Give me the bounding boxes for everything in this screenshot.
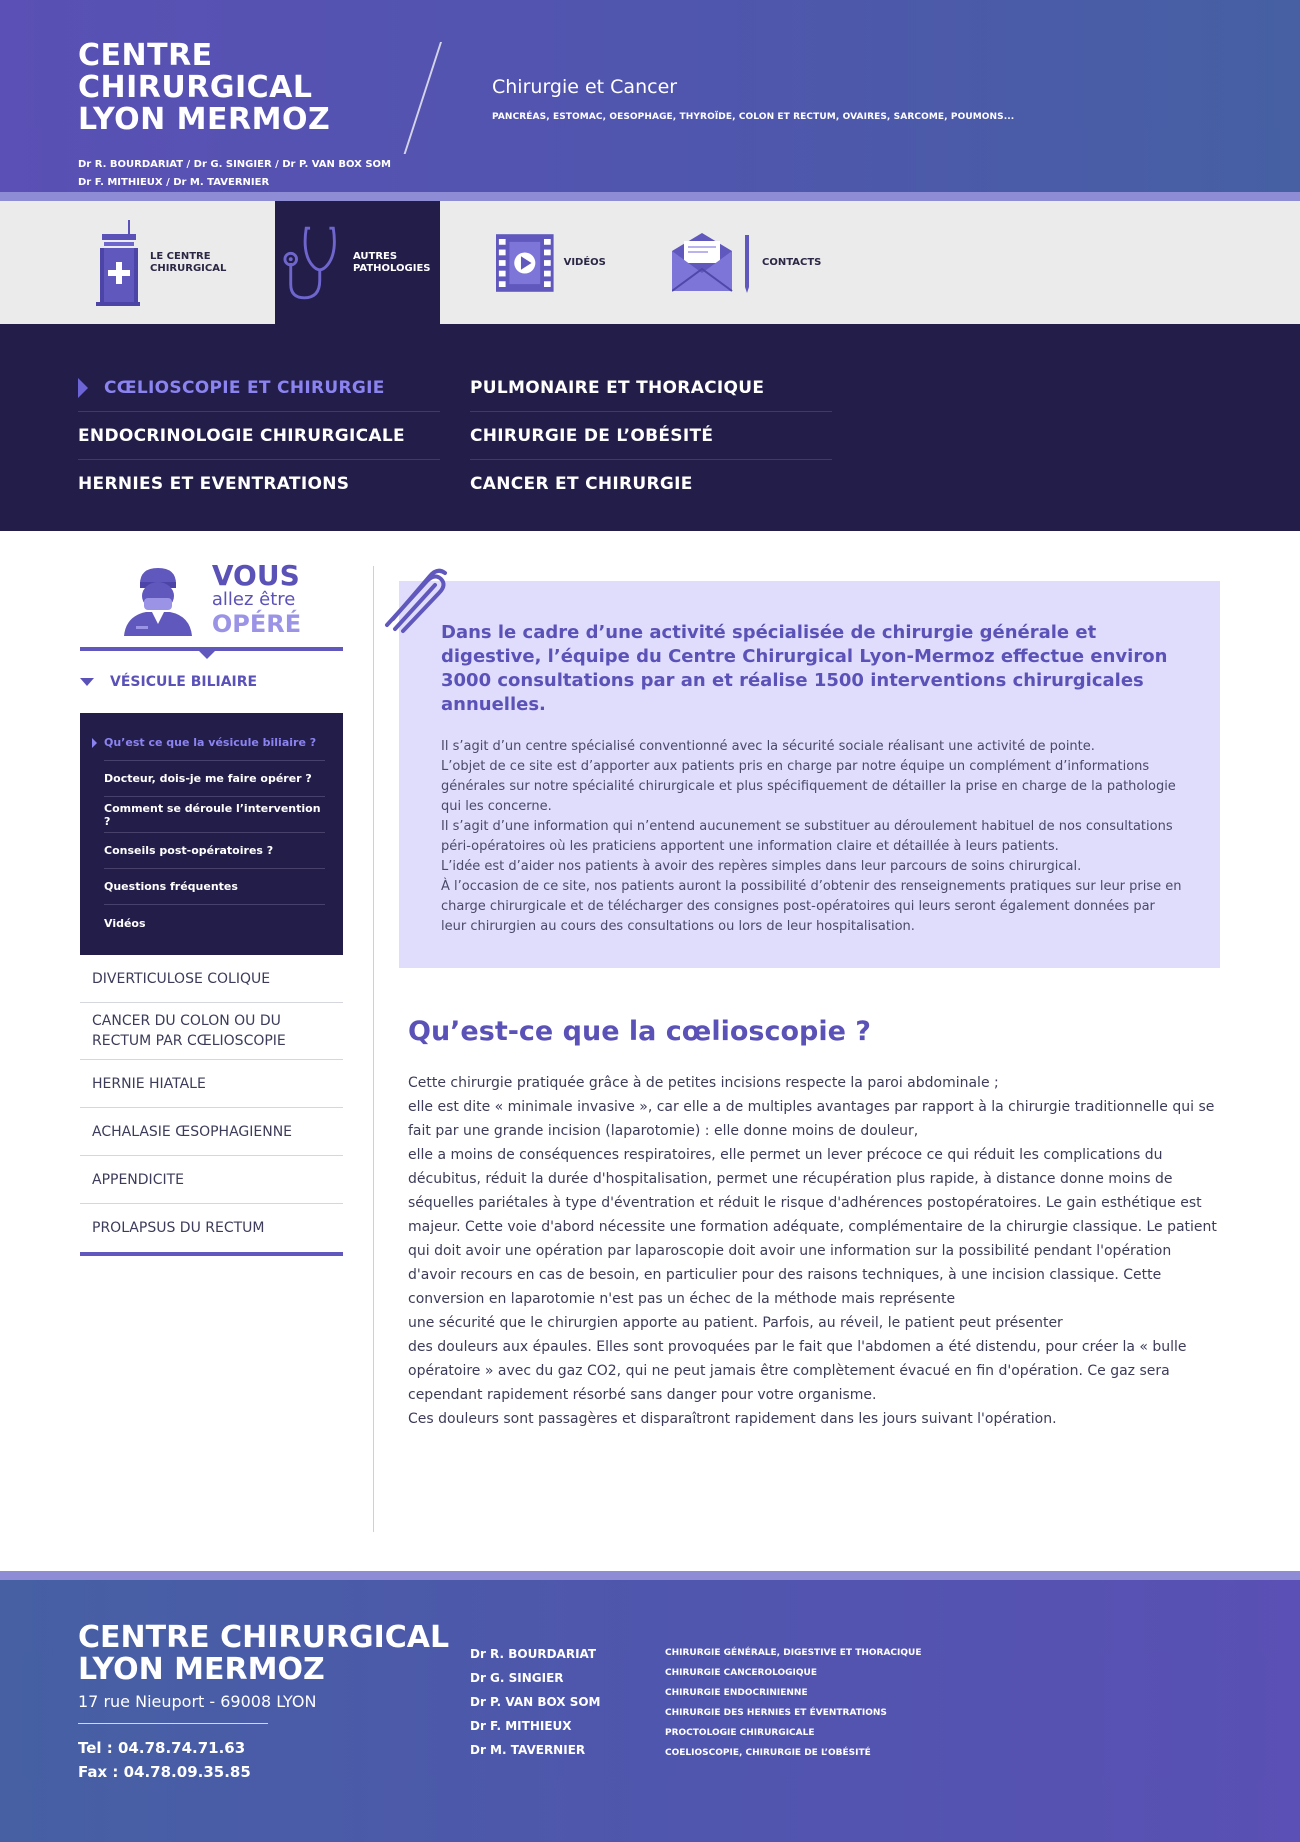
- footer-address: 17 rue Nieuport - 69008 LYON: [78, 1692, 317, 1711]
- nav-label: LE CENTRE CHIRURGICAL: [150, 250, 227, 274]
- stethoscope-icon: [283, 223, 343, 303]
- article-body: Cette chirurgie pratiquée grâce à de petites incisions respecte la paroi abdominale ; elle est dite « minimale invasive », car elle a de multiples avantages par rapport à la chirurgie traditionnelle qui se fait par une grande incision (laparotomie) : elle donne moins de douleur, elle a moins de conséquences respiratoires, elle permet un lever précoce ce qui réduit les complications du décubitus, réduit la durée d'hospitalisation, permet une récupération plus rapide, à distance donne moins de séquelles pariétales à type d'éventration et réduit le risque d'adhérences postopératoires. Le gain esthétique est majeur. Cette voie d'abord nécessite une formation adéquate, complémentaire de la chirurgie classique. Le patient qui doit avoir une opération par laparoscopie doit avoir une information sur la possibilité pendant l'opération d'avoir recours en cas de besoin, en particulier pour des raisons techniques, à une incision classique. Cette conversion en laparotomie n'est pas un échec de la méthode mais représente une sécurité que le chirurgien apporte au patient. Parfois, au réveil, le patient peut présenter des douleurs aux épaules. Elles sont provoquées par le fait que l'abdomen a été distendu, pour créer la « bulle opératoire » avec du gaz CO2, qui ne peut jamais être complètement évacué en fin d'opération. Ce gaz sera cependant rapidement résorbé sans danger pour votre organisme. Ces douleurs sont passagères et disparaîtront rapidement dans les jours suivant l'opération.: [408, 1075, 1217, 1427]
- footer-stripe: [0, 1571, 1300, 1580]
- subnav-link-cancer[interactable]: CANCER ET CHIRURGIE: [470, 474, 693, 494]
- sidebar-subitem[interactable]: Qu’est ce que la vésicule biliaire ?: [104, 725, 325, 761]
- content: [399, 581, 1220, 1431]
- subnav-link-hernies[interactable]: HERNIES ET EVENTRATIONS: [78, 474, 350, 494]
- sidebar-item[interactable]: CANCER DU COLON OU DU RECTUM PAR CŒLIOSCOPIE: [80, 1003, 343, 1060]
- main-section: [0, 531, 1300, 1571]
- footer-title: CENTRE CHIRURGICAL LYON MERMOZ: [78, 1620, 450, 1687]
- sidebar-subitem[interactable]: Questions fréquentes: [104, 869, 325, 905]
- envelope-icon: [672, 233, 752, 293]
- header-tagline: [492, 76, 1014, 122]
- sidebar: [80, 561, 343, 1256]
- surgeon-icon: [122, 564, 194, 636]
- subnav-link-coelioscopie[interactable]: CŒLIOSCOPIE ET CHIRURGIE: [78, 364, 440, 412]
- footer-specialty-link[interactable]: PROCTOLOGIE CHIRURGICALE: [665, 1728, 815, 1738]
- footer-fax: Fax : 04.78.09.35.85: [78, 1763, 251, 1781]
- vae-words: VOUS allez être OPÉRÉ: [211, 559, 302, 638]
- subnav-col-1: [78, 364, 440, 531]
- intro-panel: [399, 581, 1220, 968]
- video-icon: [496, 233, 554, 293]
- pathology-subnav: [0, 324, 1300, 531]
- footer-specialty-link[interactable]: CHIRURGIE GÉNÉRALE, DIGESTIVE ET THORACIQUE: [665, 1648, 922, 1658]
- sidebar-subitem[interactable]: Docteur, dois-je me faire opérer ?: [104, 761, 325, 797]
- article-title: Qu’est-ce que la cœlioscopie ?: [408, 1016, 871, 1047]
- nav-label: AUTRES PATHOLOGIES: [352, 250, 431, 274]
- header-doctors: Dr R. BOURDARIAT / Dr G. SINGIER / Dr P. VAN BOX SOM Dr F. MITHIEUX / Dr M. TAVERNIER: [78, 159, 392, 188]
- intro-body: Il s’agit d’un centre spécialisé conventionné avec la sécurité sociale réalisant une activité de pointe. L’objet de ce site est d’apporter aux patients pris en charge par notre équipe un complément d’informations générales sur notre spécialité chirurgicale et plus spécifiquement de détailler la prise en charge de la pathologie qui les concerne. Il s’agit d’une information qui n’entend aucunement se substituer au déroulement habituel de nos consultations péri-opératoires où les praticiens apportent une information claire et détaillée à leurs patients. L’idée est d’aider nos patients à avoir des repères simples dans leur parcours de soins chirurgical. À l’occasion de ce site, nos patients auront la possibilité d’obtenir des renseignements pratiques sur leur prise en charge chirurgicale et de télécharger des consignes post-opératoires qui leurs seront également données par leur chirurgien au cours des consultations ou lors de leur hospitalisation.: [441, 739, 1182, 934]
- sidebar-item[interactable]: PROLAPSUS DU RECTUM: [92, 1220, 265, 1236]
- sidebar-subitem[interactable]: Vidéos: [104, 916, 146, 930]
- footer-doctor: Dr F. MITHIEUX: [470, 1719, 572, 1733]
- main-nav: [0, 201, 1300, 324]
- hospital-icon: [96, 220, 140, 306]
- subnav-link-pulmonaire[interactable]: PULMONAIRE ET THORACIQUE: [470, 364, 832, 412]
- footer-specialty-link[interactable]: CHIRURGIE CANCEROLOGIQUE: [665, 1668, 818, 1678]
- nav-item-videos[interactable]: [440, 201, 650, 324]
- sidebar-subitem[interactable]: Conseils post-opératoires ?: [104, 833, 325, 869]
- footer-tel[interactable]: Tel : 04.78.74.71.63: [78, 1739, 246, 1757]
- header-brand[interactable]: [78, 40, 438, 192]
- paperclip-icon: [381, 563, 453, 635]
- nav-item-centre[interactable]: [0, 201, 275, 324]
- vous-allez-etre-opere: [80, 561, 343, 639]
- footer-specialty-link[interactable]: CHIRURGIE DES HERNIES ET ÉVENTRATIONS: [665, 1708, 887, 1718]
- footer-specialties: [665, 1643, 922, 1763]
- sidebar-divider: [80, 647, 343, 651]
- sidebar-footer-bar: [80, 1252, 343, 1256]
- column-divider: [373, 566, 374, 1532]
- chevron-down-icon: [80, 678, 94, 686]
- nav-label: CONTACTS: [762, 256, 822, 268]
- tagline-title: Chirurgie et Cancer: [492, 76, 678, 98]
- footer-divider: [78, 1723, 268, 1724]
- site-header: [0, 0, 1300, 192]
- sidebar-submenu: [80, 713, 343, 955]
- sidebar-section-vesicule[interactable]: VÉSICULE BILIAIRE: [80, 651, 343, 713]
- footer-doctor: Dr P. VAN BOX SOM: [470, 1695, 601, 1709]
- footer-doctor: Dr G. SINGIER: [470, 1671, 564, 1685]
- nav-label: VIDÉOS: [563, 256, 606, 268]
- tagline-specialties: PANCRÉAS, ESTOMAC, OESOPHAGE, THYROÏDE, COLON ET RECTUM, OVAIRES, SARCOME, POUMONS...: [492, 112, 1015, 122]
- footer-doctors: [470, 1642, 601, 1762]
- site-footer: [0, 1580, 1300, 1842]
- footer-doctor: Dr R. BOURDARIAT: [470, 1647, 597, 1661]
- footer-brand: [78, 1622, 449, 1784]
- footer-specialty-link[interactable]: CHIRURGIE ENDOCRINIENNE: [665, 1688, 808, 1698]
- footer-specialty-link[interactable]: COELIOSCOPIE, CHIRURGIE DE L’OBÉSITÉ: [665, 1748, 871, 1758]
- footer-doctor: Dr M. TAVERNIER: [470, 1743, 586, 1757]
- nav-item-contacts[interactable]: [650, 201, 890, 324]
- sidebar-item[interactable]: APPENDICITE: [80, 1156, 343, 1204]
- article: [399, 968, 1220, 1431]
- sidebar-item[interactable]: DIVERTICULOSE COLIQUE: [80, 955, 343, 1003]
- subnav-col-2: [470, 364, 832, 531]
- header-title: CENTRE CHIRURGICAL LYON MERMOZ: [78, 38, 331, 137]
- active-arrow-icon: [78, 378, 88, 398]
- sidebar-item[interactable]: ACHALASIE ŒSOPHAGIENNE: [80, 1108, 343, 1156]
- header-stripe: [0, 192, 1300, 201]
- intro-heading: Dans le cadre d’une activité spécialisée de chirurgie générale et digestive, l’équipe du Centre Chirurgical Lyon-Mermoz effectue environ 3000 consultations par an et réalise 1500 interventions chirurgicales annuelles.: [441, 622, 1168, 715]
- nav-item-pathologies[interactable]: [275, 201, 440, 324]
- subnav-link-obesite[interactable]: CHIRURGIE DE L’OBÉSITÉ: [470, 412, 832, 460]
- sidebar-item[interactable]: HERNIE HIATALE: [80, 1060, 343, 1108]
- sidebar-subitem[interactable]: Comment se déroule l’intervention ?: [104, 797, 325, 833]
- sidebar-list: [80, 955, 343, 1252]
- subnav-link-endocrinologie[interactable]: ENDOCRINOLOGIE CHIRURGICALE: [78, 412, 440, 460]
